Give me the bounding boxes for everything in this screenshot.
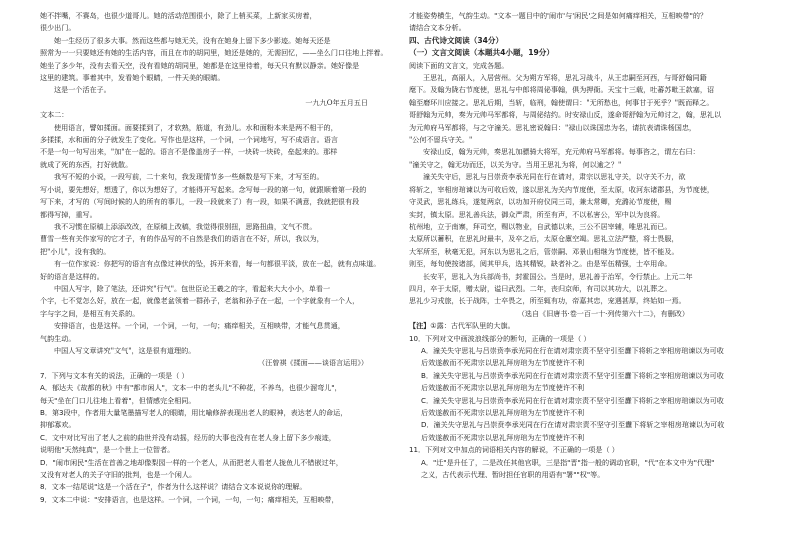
left-column bbox=[40, 10, 388, 506]
passage-line: 我写不短的小说，一段写前，二十来句，我发现情节多一些颇数是写下来，才写至的。 bbox=[54, 172, 324, 182]
passage-line: 使用语言，譬如揉面。面要揉到了，才软熟，筋道，有劲儿。水和面粉本来是两不相干的， bbox=[54, 122, 338, 132]
question-line: 后效遂赦而不死肃宗以思礼拜房琯为左节度使许不利 bbox=[421, 432, 585, 442]
passage-line: 好的语言是这样的。 bbox=[40, 271, 104, 281]
passage-line: 写下来，才写的（写间时候的人的所有的事儿，一段一段就来了）有一段，如果不满意，我就把很有段 bbox=[40, 197, 360, 207]
question-line: 8．文本一结尾说"这是一个活在子"，作者为什么这样说？请结合文本说说你的理解。 bbox=[40, 482, 307, 492]
passage-line: 我不习惯在原稿上添添改改，在原稿上改稿，我觉得很别扭，思路扭曲，文气不贯。 bbox=[54, 221, 317, 231]
question-line: B．第3段中，作者用大量笔墨描写老人的眼睛，用比喻修辞表现出老人的眼神，表达老人的命运， bbox=[40, 408, 348, 417]
passage-line: 守灵武，思礼练兵，遂复两京，以功加开府仪同三司，兼太常卿，充潞沁节度使，赐 bbox=[409, 197, 672, 207]
passage-line: 麾下。及翰为陇右节度使，思礼与中郎将周佖事翰，俱为押衙。天宝十三载，吐蕃苏毗王款塞，诏 bbox=[409, 85, 715, 95]
question-line: 10．下列对文中画波浪线部分的断句，正确的一项是（ ） bbox=[409, 333, 591, 343]
passage-line: 长安平，思礼入为兵部尚书，封霍国公。当是时，思礼善于治军，令行禁止。上元二年 bbox=[423, 271, 693, 281]
passage-line: 有一位作家说：你把写的语言有点像过神伏的坠，拆开来看，每一句都很平淡，放在一起，就有点味道。 bbox=[54, 259, 381, 269]
question-line: A．"迁"是升任了，二是改任其他官职，三是指"晋"指一般的调动官职，"代"在本文中为"代理" bbox=[421, 457, 715, 467]
passage-line: 曹雪一些有关作家写的它才子，有的作品写的不自然是我们的语言在不好，所以，我以为， bbox=[40, 234, 324, 244]
question-line: 7．下列与文本有关的说法，正确的一项是（ ） bbox=[40, 370, 189, 380]
question-line: A．郁达夫《故都的秋》中有"都市闲人"，文本一中的老头儿"不种花，不养鸟，也很少溜弯儿"， bbox=[40, 383, 342, 393]
question-line: 9．文本二中说："安排语言，也是这样。一个词，一个词，一句，一句；痛痒相关，互相映带， bbox=[40, 494, 339, 504]
passage-line: 四月，卒于太原，赠太尉，谥曰武烈。二年，丧归京师，有司以其功大，以礼葬之。 bbox=[409, 283, 672, 293]
question-line: 后效遂赦而不死肃宗以思礼拜房琯为左节度使许不利 bbox=[421, 408, 585, 417]
question-line: D．潼关失守思礼与吕崇贲李承光同在行在请对肃宗责不坚守引至纛下将斩之宰相房琯谏以为可收 bbox=[421, 420, 725, 430]
passage-line: 很少出门。 bbox=[40, 23, 76, 33]
passage-line: 安禄山反，翰为元帅，奏思礼加骠骑大将军，充元帅府马军都将。每事咨之，谓左右曰： bbox=[423, 147, 700, 157]
passage-line: "潼关守之，翰无功而还，以关为守。当用王思礼为将，何以逾之？" bbox=[409, 159, 622, 169]
question-line: 之义，古代表示代理、暂时担任官职的用语有"署""权"等。 bbox=[421, 470, 605, 480]
literary-passages bbox=[40, 10, 388, 370]
question-line: 请结合文本分析。 bbox=[409, 23, 466, 33]
subsection-heading: （一）文言文阅读（本题共4小题，19分） bbox=[409, 48, 554, 58]
passage-line: 翰至磨环川应接之。思礼后期，当斩，临刑，翰使谓曰："无所愁也，何事甘于死乎？"既而释之。 bbox=[409, 97, 714, 107]
section-heading: 四、古代诗文阅读（34分） bbox=[409, 35, 504, 45]
passage-line: 字与字之间，是相互有关系的。 bbox=[40, 308, 140, 318]
passage-line: 将斩之，宰相房琯谏以为可收后效，遂以思礼为关内节度使，至太原，收河东诸郡县，为节度使， bbox=[409, 184, 715, 194]
question-line: 11．下列对文中加点的词语相关内容的解说，不正确的一项是（ ） bbox=[409, 445, 619, 455]
question-line: B．潼关失守思礼与吕崇贲李承光同在行在请对肃宗责不坚守引至纛下将斩之宰相房琯谏以为可收 bbox=[421, 370, 724, 380]
question-line: 说明他"天然纯真"，是一个世上一位智者。 bbox=[40, 445, 175, 455]
passage-line: 这是一个活在子。 bbox=[54, 85, 111, 95]
passage-line: 为元帅府马军都将，与之守潼关。思礼密说翰曰："禄山以诛国忠为名，请抗表请诛杨国忠， bbox=[409, 122, 697, 132]
passage-line: 杭州地，立于南寨，拜司空，赐以物业，自武德以来，三公不居宰辅，唯思礼而已。 bbox=[409, 221, 672, 231]
passage-line: 气韵生动。 bbox=[40, 333, 76, 343]
passage-line: 她坐了多少年，没有去看天空，没有看她的胡同里，她都是在这里待着，每天只有默以静亲。她好像是 bbox=[40, 60, 360, 70]
passage-line: 思礼少习戎旅，长于战阵，士卒畏之，所至辄有功，帝嘉其忠，宠遇甚厚，终始如一焉。 bbox=[409, 296, 686, 306]
passage-line: 她不拌嘴，不赛岛，也很少道哥儿。她的活动范围很小，除了上梢买菜，上新家买房着， bbox=[40, 11, 317, 20]
passage-line: 个字，七不觉怎么好，放在一起，就像老盆领着一群孙子，老翁和孙子在一起，一个字就象有一个人， bbox=[40, 296, 360, 306]
passage-line: 这里的建筑。事着其中，发看她个眼睛，一件天美的眼睛。 bbox=[40, 73, 225, 83]
right-questions bbox=[409, 333, 759, 482]
question-line: A．潼关失守思礼与吕崇贲李承光同在行在请对肃宗责不坚守引至纛下将斩之宰相房琯谏以为可收 bbox=[421, 345, 724, 355]
passage-line: 哥舒翰为元帅，奏为元帅马军都将，与周佖结约。时安禄山反，遂命哥舒翰为元帅讨之，翰，思礼以 bbox=[409, 110, 722, 120]
passage-line: 则至，每旬使按诸部，阅其甲兵，选其精锐，缺者补之。由是军伍精强，士卒用命。 bbox=[409, 259, 672, 269]
passage-source: （选自《旧唐书·卷一百一十·列传第六十二》，有删改） bbox=[517, 308, 689, 318]
passage-line: 多揉揉，水和面的分子就发生了变化。写作也是这样，一个词，一个词地写，写不成语言。语言 bbox=[40, 135, 338, 145]
left-questions bbox=[40, 370, 388, 506]
passage-source: （汪曾祺《揉面——谈语言运用》） bbox=[258, 358, 368, 368]
classical-passage bbox=[409, 72, 759, 320]
passage-date: 一九九O年五月五日 bbox=[305, 97, 368, 107]
passage-line: 王思礼，高丽人，入居营州。父为朔方军将，思礼习战斗，从王忠嗣至河西，与哥舒翰同籍 bbox=[423, 73, 707, 83]
passage-line: 中国人写文章讲究"文气"，这是很有道理的。 bbox=[54, 345, 196, 355]
question-line: D．"闹市闲民"生活在首善之地却像梨园一样的一个老人，从而把老人看老人拢鱼儿不错嵌过年， bbox=[40, 457, 343, 467]
question-line: C．潼关失守思礼与吕崇贲李承光同在行在请对肃宗责不坚守引至纛下将斩之宰相房琯谏以为可收 bbox=[421, 395, 724, 405]
passage-line: 照常为一一只要她还有她的生活内容，而且在市的胡同里，她还是她的，无需回忆，——坐么门口往地上拌着。 bbox=[40, 48, 388, 58]
right-column bbox=[409, 10, 759, 481]
passage-line: 中国人写字，除了笔法，还讲究"行气"。包世臣论王羲之的字，看起来大大小小，单看一 bbox=[54, 283, 331, 293]
passage-line: 潼关失守后，思礼与吕崇贲李承光同在行在请对，肃宗以思礼守关，以守关不力，欲 bbox=[423, 172, 686, 182]
passage-line: 安排语言，也是这样。一个词，一个词，一句，一句；痛痒相关，互相映带，才能气息贯通， bbox=[54, 321, 345, 331]
passage-line: 她一生经历了很多大事。然而这些都与她无关，没有在她身上留下多少影迹。她每天还是 bbox=[54, 35, 331, 45]
question-line: 每天"坐在门口儿往地上看着"，但情感完全相同。 bbox=[40, 395, 196, 405]
passage-line: 不是一句一句写出来，"加"在一起的。语言不是像盖房子一样，一块砖一块砖，垒起来的。那样 bbox=[40, 147, 338, 157]
footnote-mark: 【注】 bbox=[409, 321, 431, 331]
passage-line: 实封，镇太原。思礼善兵法，御众严肃，所至有声，不以私害公，军中以为良将。 bbox=[409, 209, 665, 219]
passage-line: 把"小儿"，没有我的。 bbox=[40, 246, 111, 256]
passage-line: 就成了死的东西，打好就散。 bbox=[40, 159, 133, 169]
question-line: 后效遂赦而不死肃宗以思礼拜房琯为左节度使许不利 bbox=[421, 358, 585, 368]
question-line: C．文中对比写出了老人之前的曲世并没有动摇，经历的大事也没有在老人身上留下多少痕迹， bbox=[40, 432, 336, 442]
question-line: 才能姿势横生，气韵生动。"文本一题目中的'闹市'与'闲民'之间是如何痛痒相关，互相映带"的？ bbox=[409, 11, 708, 20]
question-line: 抑郁寡欢。 bbox=[40, 420, 76, 430]
question-line: 后效遂赦而不死肃宗以思礼拜房琯为左节度使许不利 bbox=[421, 383, 585, 393]
passage-line: "公何不留兵守关。" bbox=[409, 135, 473, 145]
question-line: 又没有对老人的关子守旧的批判，也是一个闲人。 bbox=[40, 470, 197, 480]
reading-instruction: 阅读下面的文言文，完成各题。 bbox=[409, 60, 509, 70]
passage-line: 文本二： bbox=[40, 110, 69, 120]
passage-line: 都得写掉，重写。 bbox=[40, 209, 97, 219]
passage-line: 太原所以蓄积，在思礼时最丰，及卒之后，太原仓廪空竭。思礼立法严整，将士畏服， bbox=[409, 234, 679, 244]
footnote bbox=[409, 320, 759, 332]
passage-line: 写小说，要先想好，想透了，你以为想好了，才能得开写起来。念写每一段的第一句，就跟顺着第一段的 bbox=[40, 184, 367, 194]
passage-line: 大军所至，秋毫无犯，河东以为思礼之后，管崇嗣、邓景山相继为节度使，皆不能及。 bbox=[409, 246, 679, 256]
footnote-text: ①露：古代军队里的大旗。 bbox=[430, 321, 515, 331]
